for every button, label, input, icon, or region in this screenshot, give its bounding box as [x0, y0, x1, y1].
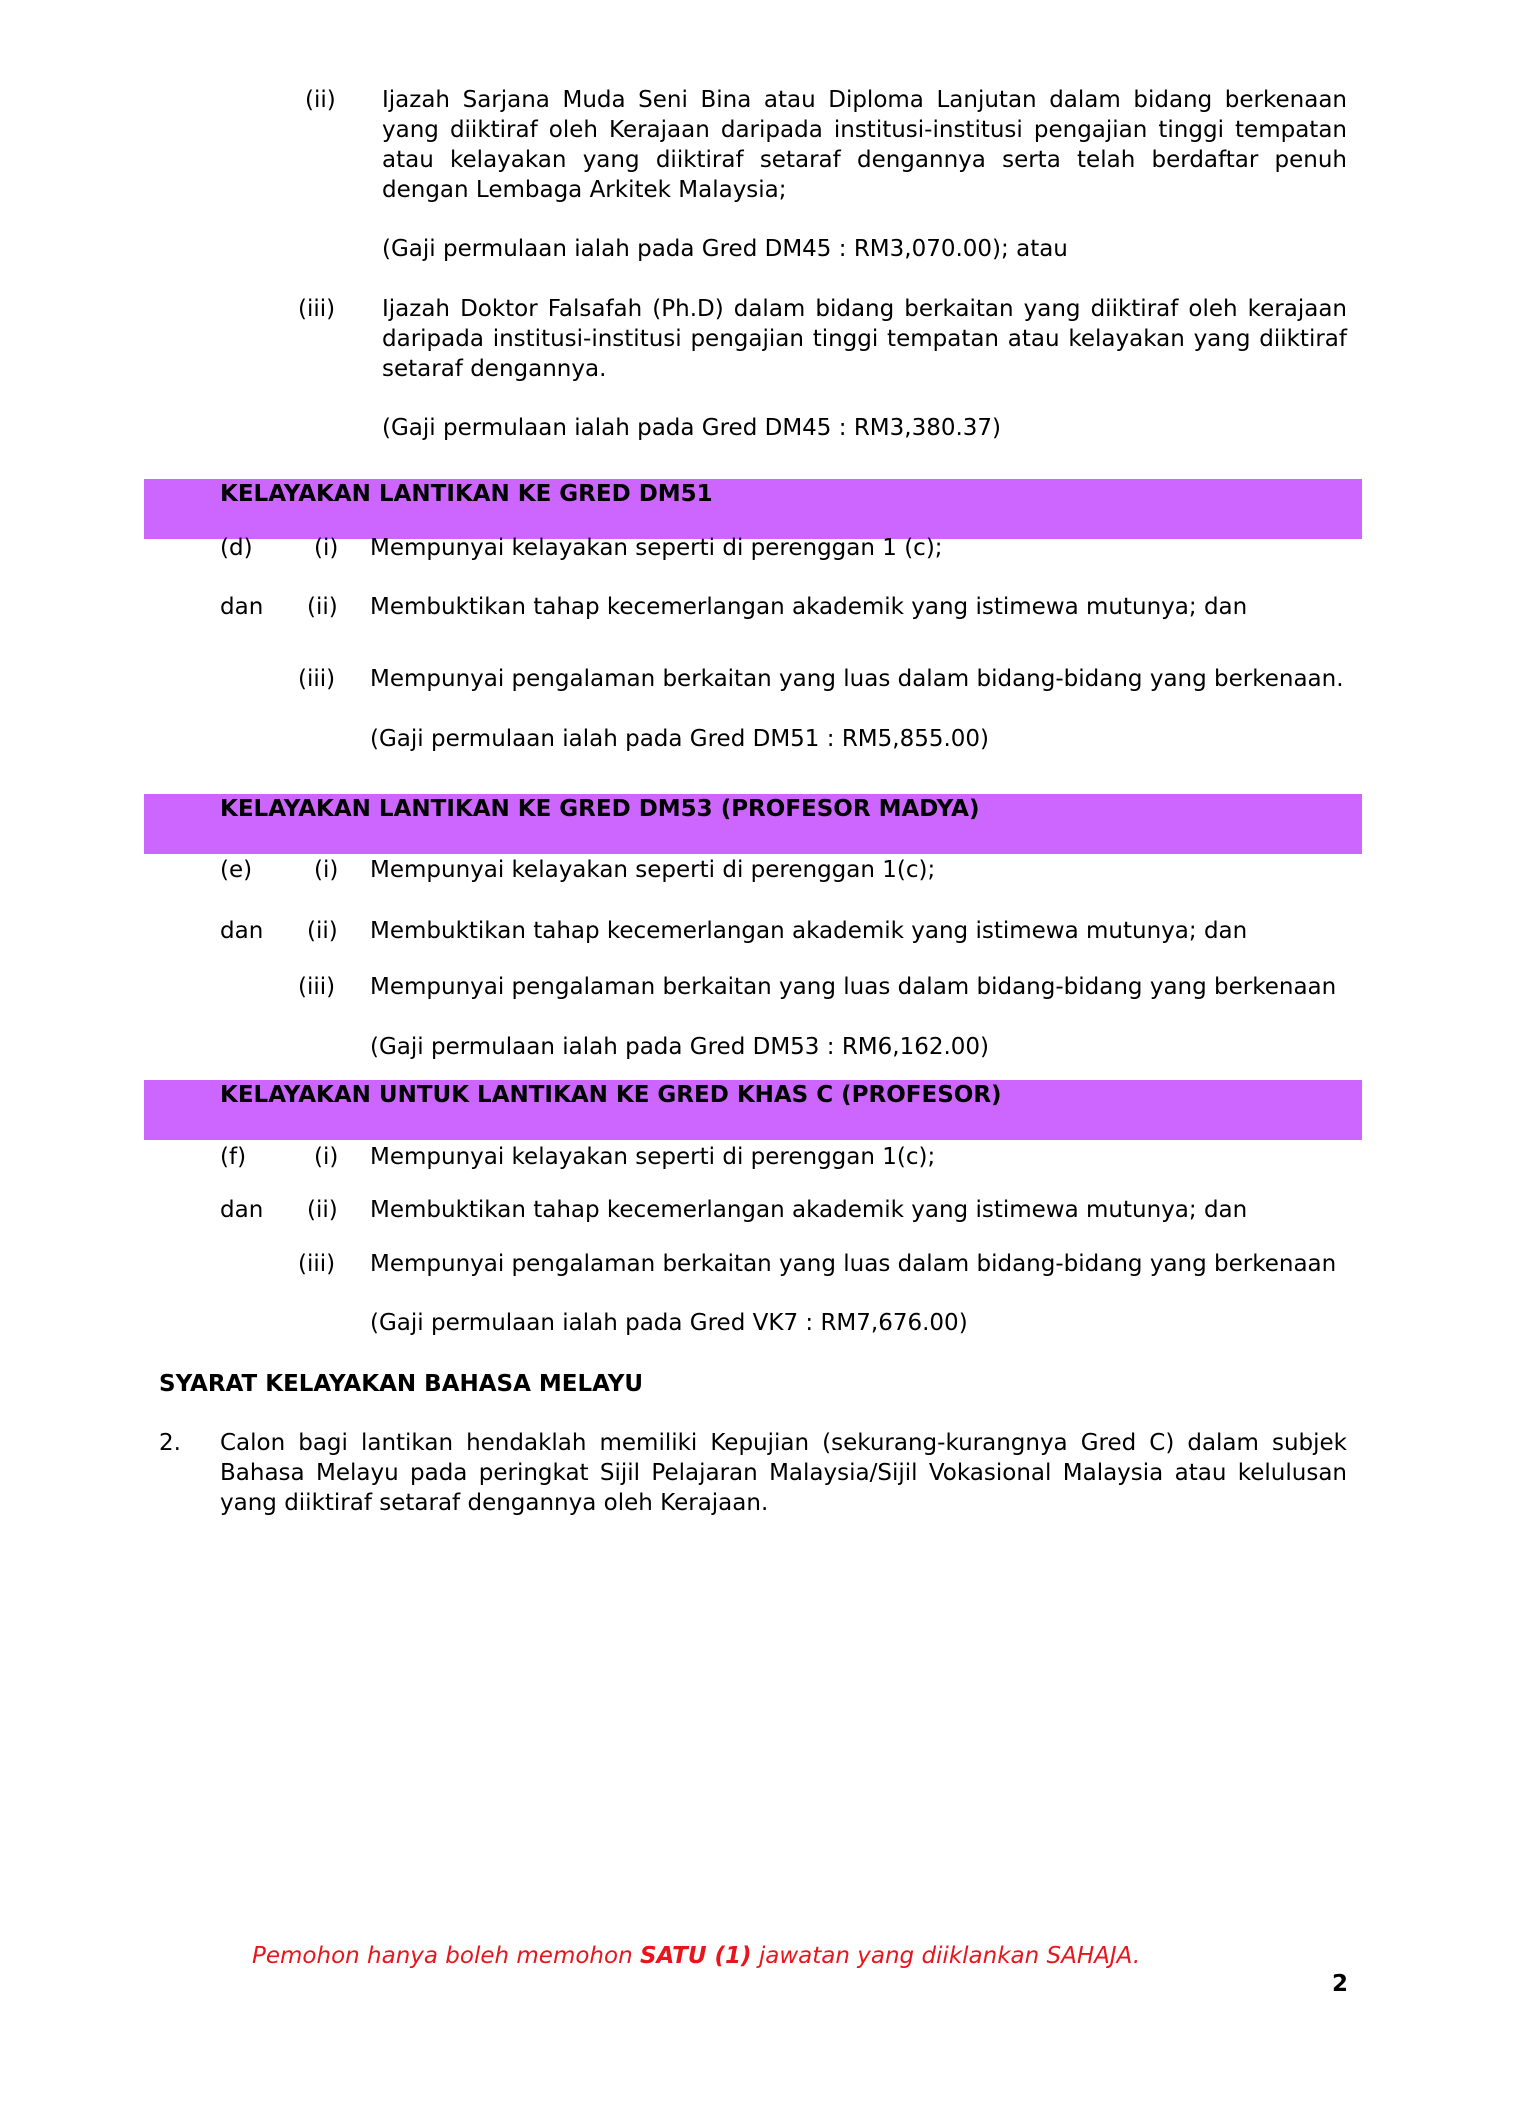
bahasa-heading: SYARAT KELAYAKAN BAHASA MELAYU	[159, 1371, 644, 1397]
dm53-item-ii-number: (ii)	[307, 918, 338, 944]
footer-note-part-2: jawatan yang diiklankan	[751, 1943, 1047, 1969]
khas-c-item-iii-text: Mempunyai pengalaman berkaitan yang luas dalam bidang-bidang yang berkenaan	[370, 1251, 1337, 1277]
dm51-letter: (d)	[220, 535, 253, 561]
dm53-item-i-number: (i)	[314, 857, 339, 883]
footer-note-sahaja: SAHAJA	[1046, 1943, 1133, 1969]
dm51-item-i-number: (i)	[314, 535, 339, 561]
section-band-khas-c	[144, 1080, 1362, 1140]
footer-note	[252, 1941, 1140, 1971]
dm53-item-iii-text: Mempunyai pengalaman berkaitan yang luas dalam bidang-bidang yang berkenaan	[370, 974, 1337, 1000]
item-iii-text: Ijazah Doktor Falsafah (Ph.D) dalam bidang berkaitan yang diiktiraf oleh kerajaan daripada institusi-institusi pengajian tinggi tempatan atau kelayakan yang diiktiraf setaraf dengannya.	[382, 296, 1347, 382]
dm51-salary: (Gaji permulaan ialah pada Gred DM51 : RM5,855.00)	[370, 726, 990, 752]
khas-c-item-iii-number: (iii)	[298, 1251, 336, 1277]
khas-c-item-ii-text: Membuktikan tahap kecemerlangan akademik yang istimewa mutunya; dan	[370, 1197, 1248, 1223]
dm51-item-iii-text: Mempunyai pengalaman berkaitan yang luas dalam bidang-bidang yang berkenaan.	[370, 666, 1344, 692]
dm53-letter: (e)	[220, 857, 253, 883]
dm53-item-iii-number: (iii)	[298, 974, 336, 1000]
item-iii-number: (iii)	[298, 296, 336, 322]
khas-c-letter: (f)	[220, 1144, 247, 1170]
section-band-dm53	[144, 794, 1362, 854]
dm51-conjunction: dan	[220, 594, 264, 620]
item-ii-number: (ii)	[305, 87, 336, 113]
khas-c-item-ii-number: (ii)	[307, 1197, 338, 1223]
dm51-item-ii-number: (ii)	[307, 594, 338, 620]
dm53-item-ii-text: Membuktikan tahap kecemerlangan akademik yang istimewa mutunya; dan	[370, 918, 1248, 944]
dm53-salary: (Gaji permulaan ialah pada Gred DM53 : RM6,162.00)	[370, 1034, 990, 1060]
item-ii-salary: (Gaji permulaan ialah pada Gred DM45 : RM3,070.00); atau	[382, 236, 1068, 262]
footer-note-part-3: .	[1132, 1943, 1141, 1969]
dm53-item-i-text: Mempunyai kelayakan seperti di perenggan 1(c);	[370, 857, 936, 883]
section-title-dm53: KELAYAKAN LANTIKAN KE GRED DM53 (PROFESOR MADYA)	[220, 796, 980, 822]
dm51-item-iii-number: (iii)	[298, 666, 336, 692]
section-title-khas-c: KELAYAKAN UNTUK LANTIKAN KE GRED KHAS C (PROFESOR)	[220, 1082, 1002, 1108]
item-ii-text: Ijazah Sarjana Muda Seni Bina atau Diploma Lanjutan dalam bidang berkenaan yang diiktiraf oleh Kerajaan daripada institusi-institusi pengajian tinggi tempatan atau kelayakan yang diiktiraf setaraf dengannya serta telah berdaftar penuh dengan Lembaga Arkitek Malaysia;	[382, 87, 1347, 203]
item-iii-salary: (Gaji permulaan ialah pada Gred DM45 : RM3,380.37)	[382, 415, 1002, 441]
section-band-dm51	[144, 479, 1362, 539]
dm53-conjunction: dan	[220, 918, 264, 944]
footer-note-part-1: Pemohon hanya boleh memohon	[252, 1943, 640, 1969]
bahasa-text: Calon bagi lantikan hendaklah memiliki Kepujian (sekurang-kurangnya Gred C) dalam subjek Bahasa Melayu pada peringkat Sijil Pelajaran Malaysia/Sijil Vokasional Malaysia atau kelulusan yang diiktiraf setaraf dengannya oleh Kerajaan.	[220, 1430, 1347, 1516]
footer-note-satu: SATU (1)	[639, 1943, 752, 1969]
page-number: 2	[1332, 1971, 1349, 1997]
bahasa-number: 2.	[159, 1430, 181, 1456]
khas-c-item-i-text: Mempunyai kelayakan seperti di perenggan 1(c);	[370, 1144, 936, 1170]
dm51-item-i-text: Mempunyai kelayakan seperti di perenggan 1 (c);	[370, 535, 943, 561]
dm51-item-ii-text: Membuktikan tahap kecemerlangan akademik yang istimewa mutunya; dan	[370, 594, 1248, 620]
khas-c-conjunction: dan	[220, 1197, 264, 1223]
khas-c-item-i-number: (i)	[314, 1144, 339, 1170]
khas-c-salary: (Gaji permulaan ialah pada Gred VK7 : RM7,676.00)	[370, 1310, 968, 1336]
section-title-dm51: KELAYAKAN LANTIKAN KE GRED DM51	[220, 481, 713, 507]
